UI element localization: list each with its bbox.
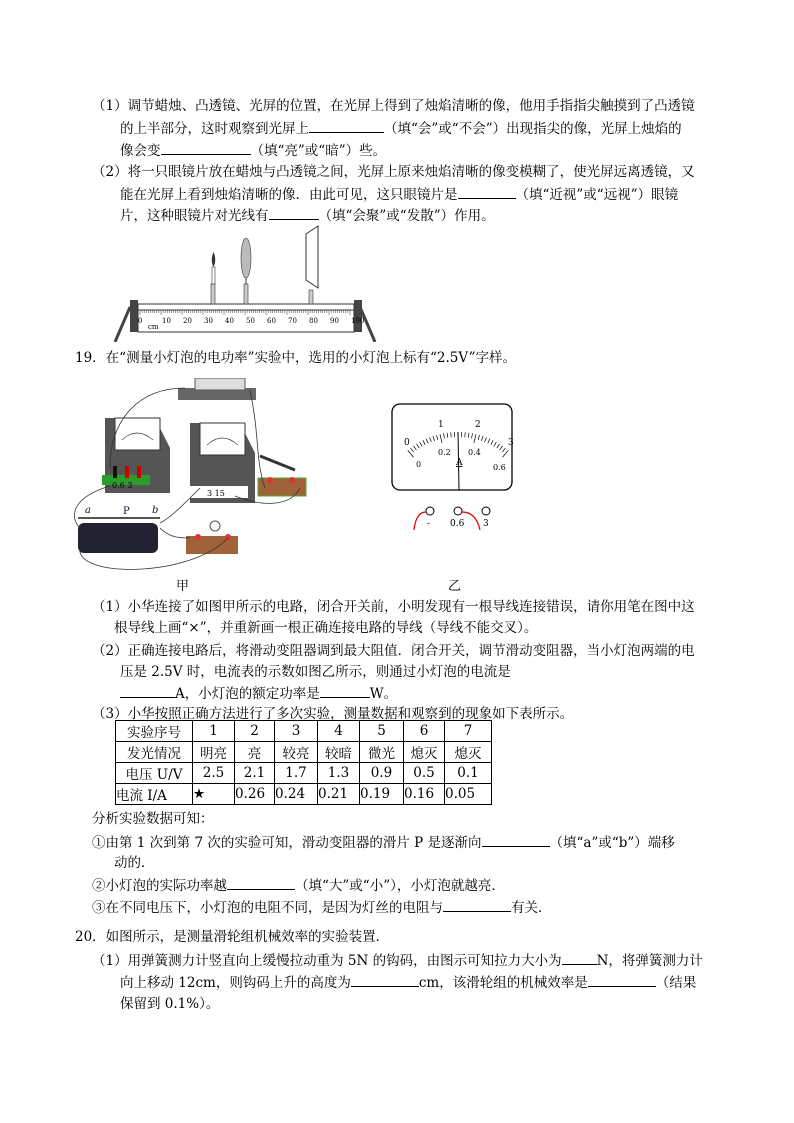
text: 的上半部分，这时观察到光屏上 <box>120 121 309 137</box>
table-cell: 0.26 <box>235 784 275 805</box>
q20-part1-line1 <box>92 950 703 971</box>
figure-a-caption: 甲 <box>176 579 190 594</box>
convex-lens-icon <box>241 238 251 278</box>
text: 片，这种眼镜片对光线有 <box>120 208 269 224</box>
q18-part1-line1: （1）调节蜡烛、凸透镜、光屏的位置，在光屏上得到了烛焰清晰的像，他用手指指尖触摸到了凸透镜 <box>92 98 695 114</box>
terminal-label: 0.6 <box>450 519 465 529</box>
voltmeter-terminal-labels: 3 15 <box>207 489 225 498</box>
ruler-tick-label: 30 <box>204 317 213 325</box>
answer-blank[interactable] <box>588 972 656 987</box>
scale-label: 3 <box>508 438 514 448</box>
scale-label: 0.4 <box>468 448 481 457</box>
table-cell: 4 <box>318 721 360 742</box>
scale-label: 0 <box>416 460 422 469</box>
unit-label: A <box>456 458 463 468</box>
scale-label: 1 <box>438 420 444 430</box>
table-row <box>116 784 492 805</box>
q18-part2-line1: （2）将一只眼镜片放在蜡烛与凸透镜之间，光屏上原来烛焰清晰的像变模糊了，使光屏远离透镜，又 <box>92 164 695 180</box>
text: （填“会聚”或“发散”）作用。 <box>318 208 495 224</box>
table-cell: 3 <box>275 721 318 742</box>
table-cell: 电压 U/V <box>116 763 193 784</box>
text: W。 <box>369 686 398 702</box>
ruler-tick-label: 10 <box>162 317 171 325</box>
scale-label: 2 <box>475 420 481 430</box>
text: （填“a”或“b”）端移 <box>549 835 675 851</box>
scale-label: 0.6 <box>493 463 506 472</box>
table-cell: 1.3 <box>318 763 360 784</box>
text: 能在光屏上看到烛焰清晰的像．由此可见，这只眼镜片是 <box>120 187 458 203</box>
analysis-3 <box>92 897 552 918</box>
scale-label: 0.2 <box>438 448 451 457</box>
unit-label: cm <box>148 323 159 331</box>
table-cell: 1.7 <box>275 763 318 784</box>
text: 像会变 <box>120 143 161 159</box>
table-cell: 较亮 <box>275 742 318 763</box>
table-cell: 5 <box>360 721 404 742</box>
text: 向上移动 12cm，则钩码上升的高度为 <box>120 975 351 991</box>
table-cell: 0.16 <box>404 784 445 805</box>
answer-blank[interactable] <box>351 972 419 987</box>
answer-blank[interactable] <box>562 950 597 965</box>
slider-p-label: P <box>123 506 130 517</box>
table-cell: 0.05 <box>445 784 492 805</box>
ruler-tick-label: 60 <box>267 317 276 325</box>
scale-label: 0 <box>404 438 410 448</box>
table-cell: 0.5 <box>404 763 445 784</box>
ruler-tick-label: 40 <box>225 317 234 325</box>
table-cell: 较暗 <box>318 742 360 763</box>
analysis-1-line2: 动的． <box>114 855 155 871</box>
table-cell: 0.19 <box>360 784 404 805</box>
q19-part2-line2: 压是 2.5V 时，电流表的示数如图乙所示，则通过小灯泡的电流是 <box>120 664 511 680</box>
ruler-tick-label: 90 <box>330 317 339 325</box>
table-row <box>116 742 492 763</box>
analysis-heading: 分析实验数据可知： <box>92 811 214 827</box>
table-cell: 1 <box>193 721 235 742</box>
table-cell: 亮 <box>235 742 275 763</box>
q20-part1-line3: 保留到 0.1%）。 <box>120 996 220 1012</box>
table-row <box>116 721 492 742</box>
text: N，将弹簧测力计 <box>596 953 703 969</box>
terminal-label: 3 <box>483 519 489 529</box>
data-table <box>115 720 492 805</box>
circuit-figure-a <box>60 378 340 578</box>
q18-part1-line3 <box>120 140 386 161</box>
q19-part1-line2: 根导线上画“×”，并重新画一根正确连接电路的导线（导线不能交叉）。 <box>114 620 538 636</box>
answer-blank[interactable] <box>161 140 251 155</box>
figure-b-caption: 乙 <box>448 579 462 594</box>
table-cell: 电流 I/A <box>116 784 193 805</box>
table-cell: 0.9 <box>360 763 404 784</box>
answer-blank[interactable] <box>120 683 175 698</box>
table-cell: 发光情况 <box>116 742 193 763</box>
table-cell: 实验序号 <box>116 721 193 742</box>
q19-part2-line1: （2）正确连接电路后，将滑动变阻器调到最大阻值．闭合开关，调节滑动变阻器，当小灯泡两端的电 <box>92 643 695 659</box>
ruler-tick-label: 100 <box>351 317 365 325</box>
text: （填“亮”或“暗”）些。 <box>250 143 387 159</box>
table-cell: 2.5 <box>193 763 235 784</box>
answer-blank[interactable] <box>443 897 511 912</box>
q20-part1-line2 <box>120 972 696 993</box>
ruler-tick-label: 70 <box>288 317 297 325</box>
q19-title: 19．在“测量小灯泡的电功率”实验中，选用的小灯泡上标有“2.5V”字样。 <box>75 350 516 366</box>
table-cell: 熄灭 <box>404 742 445 763</box>
text: A，小灯泡的额定功率是 <box>175 686 320 702</box>
q18-part2-line2 <box>120 184 678 205</box>
text: ②小灯泡的实际功率越 <box>92 878 227 894</box>
ruler-tick-label: 80 <box>309 317 318 325</box>
analysis-2 <box>92 875 505 896</box>
ruler-tick-label: 20 <box>183 317 192 325</box>
ammeter-dial-figure-b <box>388 400 518 535</box>
q19-part3: （3）小华按照正确方法进行了多次实验，测量数据和观察到的现象如下表所示。 <box>92 706 574 722</box>
table-cell: 0.24 <box>275 784 318 805</box>
table-cell: 熄灭 <box>445 742 492 763</box>
text: ①由第 1 次到第 7 次的实验可知，滑动变阻器的滑片 P 是逐渐向 <box>92 835 482 851</box>
q19-part1-line1: （1）小华连接了如图甲所示的电路，闭合开关前，小明发现有一根导线连接错误，请你用笔在图中这 <box>92 599 695 615</box>
terminal-b-label: b <box>152 505 159 516</box>
text: （填“近视”或“远视”）眼镜 <box>515 187 679 203</box>
text: （结果 <box>655 975 697 991</box>
table-cell: 2.1 <box>235 763 275 784</box>
answer-blank[interactable] <box>309 118 384 133</box>
table-row <box>116 763 492 784</box>
table-cell: 6 <box>404 721 445 742</box>
text: （1）用弹簧测力计竖直向上缓慢拉动重为 5N 的钩码，由图示可知拉力大小为 <box>92 953 562 969</box>
answer-blank[interactable] <box>320 683 370 698</box>
terminal-a-label: a <box>85 505 91 516</box>
ruler-tick-label: 0 <box>138 317 143 325</box>
ammeter-terminal-labels: 0.6 3 <box>112 481 133 490</box>
q19-part2-line3 <box>120 683 397 704</box>
table-cell: 微光 <box>360 742 404 763</box>
light-screen-icon <box>306 226 318 288</box>
table-cell: ★ <box>193 784 235 805</box>
text: （填“会”或“不会”）出现指尖的像，光屏上烛焰的 <box>384 121 682 137</box>
text: 有关． <box>511 900 552 916</box>
text: cm，该滑轮组的机械效率是 <box>418 975 588 991</box>
table-cell: 0.21 <box>318 784 360 805</box>
answer-blank[interactable] <box>227 875 295 890</box>
table-cell: 明亮 <box>193 742 235 763</box>
answer-blank[interactable] <box>269 205 319 220</box>
text: （填“大”或“小”），小灯泡就越亮． <box>295 878 505 894</box>
q18-part1-line2 <box>120 118 682 139</box>
table-cell: 7 <box>445 721 492 742</box>
analysis-1-line1 <box>92 832 675 853</box>
terminal-label: - <box>427 519 431 529</box>
q20-title: 20．如图所示，是测量滑轮组机械效率的实验装置． <box>75 929 390 945</box>
optical-bench-figure <box>110 222 380 342</box>
answer-blank[interactable] <box>458 184 516 199</box>
text: ③在不同电压下，小灯泡的电阻不同，是因为灯丝的电阻与 <box>92 900 443 916</box>
table-cell: 0.1 <box>445 763 492 784</box>
answer-blank[interactable] <box>482 832 550 847</box>
ruler-tick-label: 50 <box>246 317 255 325</box>
table-cell: 2 <box>235 721 275 742</box>
